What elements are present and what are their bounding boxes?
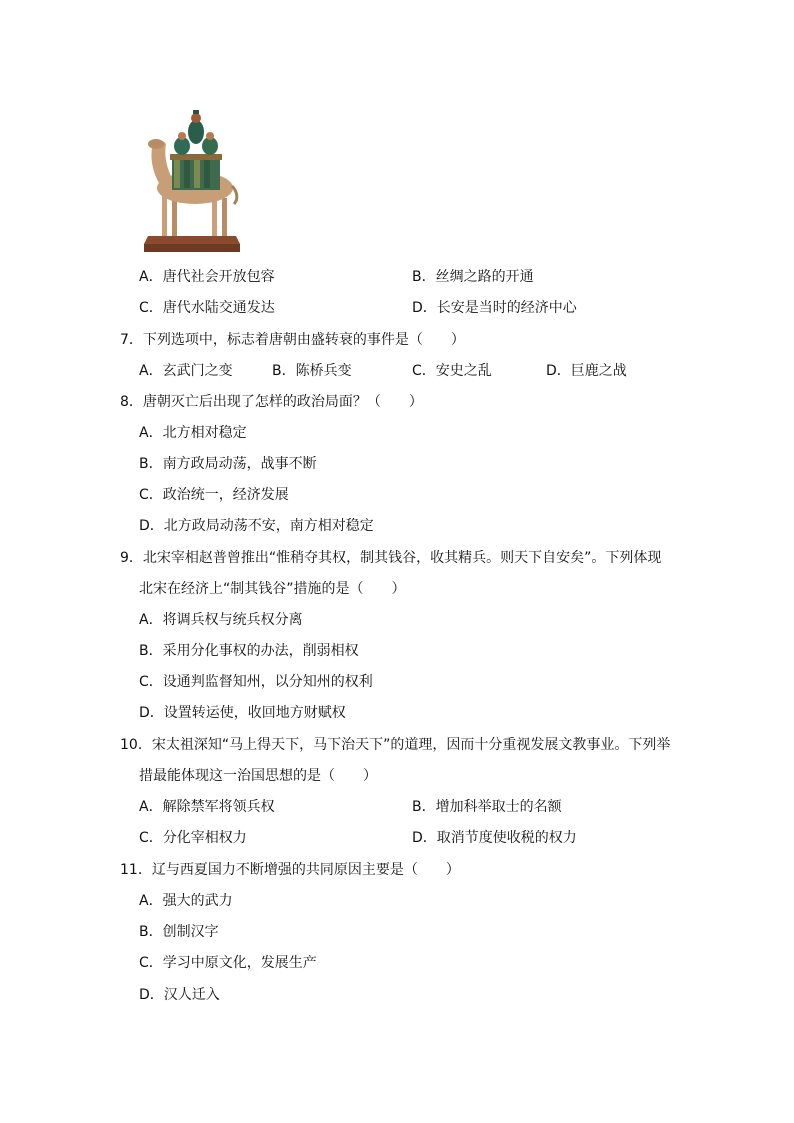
q8-option-a: A．北方相对稳定 <box>139 425 247 441</box>
q7-option-c: C．安史之乱 <box>412 363 492 379</box>
q11-option-a: A．强大的武力 <box>139 893 233 909</box>
q11-stem: 11．辽与西夏国力不断增强的共同原因主要是（ ） <box>120 862 460 878</box>
q8-option-c: C．政治统一，经济发展 <box>139 487 289 503</box>
q6-option-c: C．唐代水陆交通发达 <box>139 300 275 316</box>
q8-option-b: B．南方政局动荡，战事不断 <box>139 456 317 472</box>
q9-option-c: C．设通判监督知州，以分知州的权利 <box>139 674 373 690</box>
q10-option-c: C．分化宰相权力 <box>139 830 247 846</box>
q8-option-d: D．北方政局动荡不安，南方相对稳定 <box>139 518 374 534</box>
q9-stem-line1: 9．北宋宰相赵普曾推出“惟稍夺其权，制其钱谷，收其精兵。则天下自安矣”。下列体现 <box>120 550 662 566</box>
q9-stem-line2: 北宋在经济上“制其钱谷”措施的是（ ） <box>139 581 406 597</box>
q6-option-d: D．长安是当时的经济中心 <box>412 300 577 316</box>
q9-option-d: D．设置转运使，收回地方财赋权 <box>139 705 346 721</box>
q10-stem-line2: 措最能体现这一治国思想的是（ ） <box>139 768 377 784</box>
q7-option-d: D．巨鹿之战 <box>546 363 627 379</box>
q7-option-a: A．玄武门之变 <box>139 363 233 379</box>
q11-option-c: C．学习中原文化，发展生产 <box>139 955 317 971</box>
q7-stem: 7．下列选项中，标志着唐朝由盛转衰的事件是（ ） <box>120 332 465 348</box>
q11-option-d: D．汉人迁入 <box>139 987 220 1003</box>
tang-camel-figurine-image <box>140 96 244 256</box>
q10-option-d: D．取消节度使收税的权力 <box>412 830 577 846</box>
q10-option-a: A．解除禁军将领兵权 <box>139 799 275 815</box>
q9-option-b: B．采用分化事权的办法，削弱相权 <box>139 643 359 659</box>
q6-option-b: B．丝绸之路的开通 <box>412 269 534 285</box>
q9-option-a: A．将调兵权与统兵权分离 <box>139 612 303 628</box>
q10-option-b: B．增加科举取士的名额 <box>412 799 562 815</box>
q8-stem: 8．唐朝灭亡后出现了怎样的政治局面？（ ） <box>120 394 423 410</box>
q6-option-a: A．唐代社会开放包容 <box>139 269 275 285</box>
q11-option-b: B．创制汉字 <box>139 924 219 940</box>
q10-stem-line1: 10．宋太祖深知“马上得天下，马下治天下”的道理，因而十分重视发展文教事业。下列举 <box>120 737 671 753</box>
q7-option-b: B．陈桥兵变 <box>272 363 352 379</box>
